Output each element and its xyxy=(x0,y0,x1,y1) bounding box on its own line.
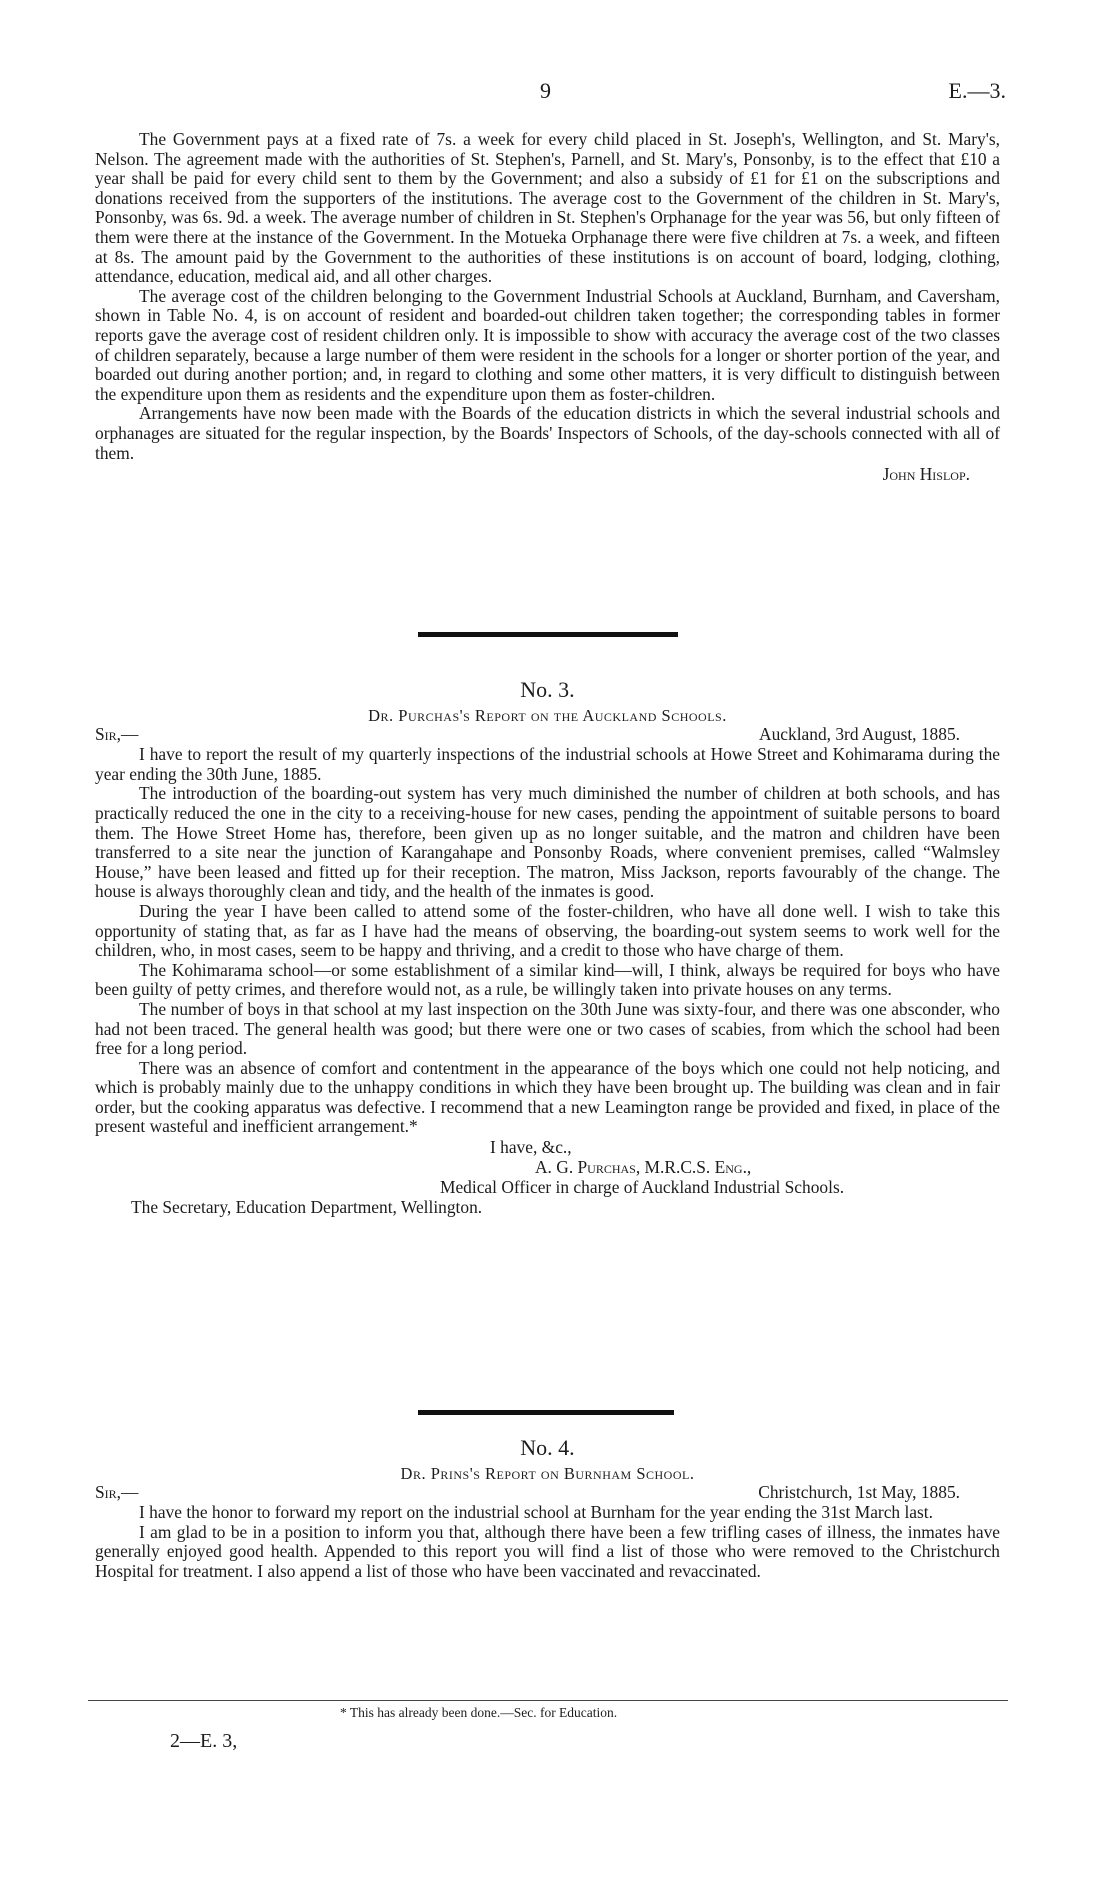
salutation-line xyxy=(95,725,1000,745)
closing-block xyxy=(95,1137,1000,1217)
report-no-4 xyxy=(95,1435,1000,1582)
signer-name: A. G. Purchas, M.R.C.S. Eng., xyxy=(535,1157,752,1178)
paragraph: There was an absence of comfort and contentment in the appearance of the boys which one could not help noticing, and which is probably mainly due to the unhappy conditions in which they have been brought up. The building was clean and in fair order, but the cooking apparatus was defective. I recommend that a new Leamington range be provided and fixed, in place of the present wasteful and inefficient arrangement.* xyxy=(95,1057,1000,1137)
place-date: Auckland, 3rd August, 1885. xyxy=(759,724,960,745)
section-divider xyxy=(418,632,678,637)
signature-hislop: John Hislop. xyxy=(882,464,970,485)
paragraph: Arrangements have now been made with the Boards of the education districts in which the several industrial schools and orphanages are situated for the regular inspection, by the Boards' Inspectors of Schools, of the day-schools connected with all of them. xyxy=(95,403,1000,463)
report-no-3 xyxy=(95,677,1000,1218)
report-title: Dr. Purchas's Report on the Auckland Schools. xyxy=(368,705,727,725)
closing-phrase: I have, &c., xyxy=(490,1137,572,1158)
paragraph: The Government pays at a fixed rate of 7s. a week for every child placed in St. Joseph's, Wellington, and St. Mary's, Nelson. The agreement made with the authorities of St. Stephen's, Parnell, and St. Mary's, Ponsonby, is to the effect that £10 a year shall be paid for every child sent to them by the Government; and also a subsidy of £1 for £1 on the subscriptions and donations received from the supporters of the institutions. The average cost to the Government of the children in St. Mary's, Ponsonby, was 6s. 9d. a week. The average number of children in St. Stephen's Orphanage for the year was 56, but only fifteen of them were there at the instance of the Government. In the Motueka Orphanage there were five children at 7s. a week, and fifteen at 8s. The amount paid by the Government to the authorities of these institutions is on account of board, lodging, clothing, attendance, education, medical aid, and all other charges. xyxy=(95,129,1000,287)
document-reference: E.—3. xyxy=(948,78,1006,103)
page-number: 9 xyxy=(540,78,551,103)
sheet-mark: 2—E. 3, xyxy=(170,1730,238,1752)
signer-role: Medical Officer in charge of Auckland Industrial Schools. xyxy=(440,1177,845,1198)
paragraph: I am glad to be in a position to inform you that, although there have been a few trifling cases of illness, the inmates have generally enjoyed good health. Appended to this report you will find a list of those who were removed to the Christchurch Hospital for treatment. I also append a list of those who have been vaccinated and revaccinated. xyxy=(95,1521,1000,1581)
footnote: * This has already been done.—Sec. for Education. xyxy=(340,1705,618,1720)
paragraph: The introduction of the boarding-out system has very much diminished the number of children at both schools, and has practically reduced the one in the city to a receiving-house for new cases, pending the appointment of suitable persons to board them. The Howe Street Home has, therefore, been given up as no longer suitable, and the matron and children have been transferred to a site near the junction of Karangahape and Ponsonby Roads, where convenient premises, called “Walmsley House,” have been leased and fitted up for their reception. The matron, Miss Jackson, reports favourably of the change. The house is always thoroughly clean and tidy, and the health of the inmates is good. xyxy=(95,783,1000,902)
salutation-line xyxy=(95,1483,1000,1503)
section-continued-text xyxy=(95,130,1000,485)
report-title: Dr. Prins's Report on Burnham School. xyxy=(400,1463,695,1483)
report-number: No. 4. xyxy=(520,1435,575,1460)
salutation: Sir,— xyxy=(95,724,139,745)
report-number: No. 3. xyxy=(520,677,575,702)
paragraph: I have the honor to forward my report on the industrial school at Burnham for the year ending the 31st March last. xyxy=(139,1502,933,1523)
paragraph: The Kohimarama school—or some establishment of a similar kind—will, I think, always be required for boys who have been guilty of petty crimes, and therefore would not, as a rule, be willingly taken into private houses on any terms. xyxy=(95,959,1000,1000)
addressee: The Secretary, Education Department, Wellington. xyxy=(131,1197,483,1218)
paragraph: During the year I have been called to attend some of the foster-children, who have all done well. I wish to take this opportunity of stating that, as far as I have had the means of observing, the boarding-out system seems to work well for the children, who, in most cases, seem to be happy and thriving, and a credit to those who have charge of them. xyxy=(95,900,1000,961)
paragraph: I have to report the result of my quarterly inspections of the industrial schools at Howe Street and Kohimarama during the year ending the 30th June, 1885. xyxy=(95,744,1000,784)
paragraph: The number of boys in that school at my last inspection on the 30th June was sixty-four, and there was one absconder, who had not been traced. The general health was good; but there were one or two cases of scabies, from which the school had been free for a long period. xyxy=(95,998,1000,1059)
place-date: Christchurch, 1st May, 1885. xyxy=(758,1482,960,1503)
paragraph: The average cost of the children belonging to the Government Industrial Schools at Auckland, Burnham, and Caversham, shown in Table No. 4, is on account of resident and boarded-out children taken together; the corresponding tables in former reports gave the average cost of resident children only. It is impossible to show with accuracy the average cost of the two classes of children separately, because a large number of them were resident in the schools for a longer or shorter portion of the year, and boarded out during another portion; and, in regard to clothing and some other matters, it is very difficult to distinguish between the expenditure upon them as residents and the expenditure upon them as foster-children. xyxy=(95,285,1000,404)
section-divider xyxy=(418,1410,674,1415)
footnote-rule xyxy=(88,1700,1008,1701)
salutation: Sir,— xyxy=(95,1482,139,1503)
